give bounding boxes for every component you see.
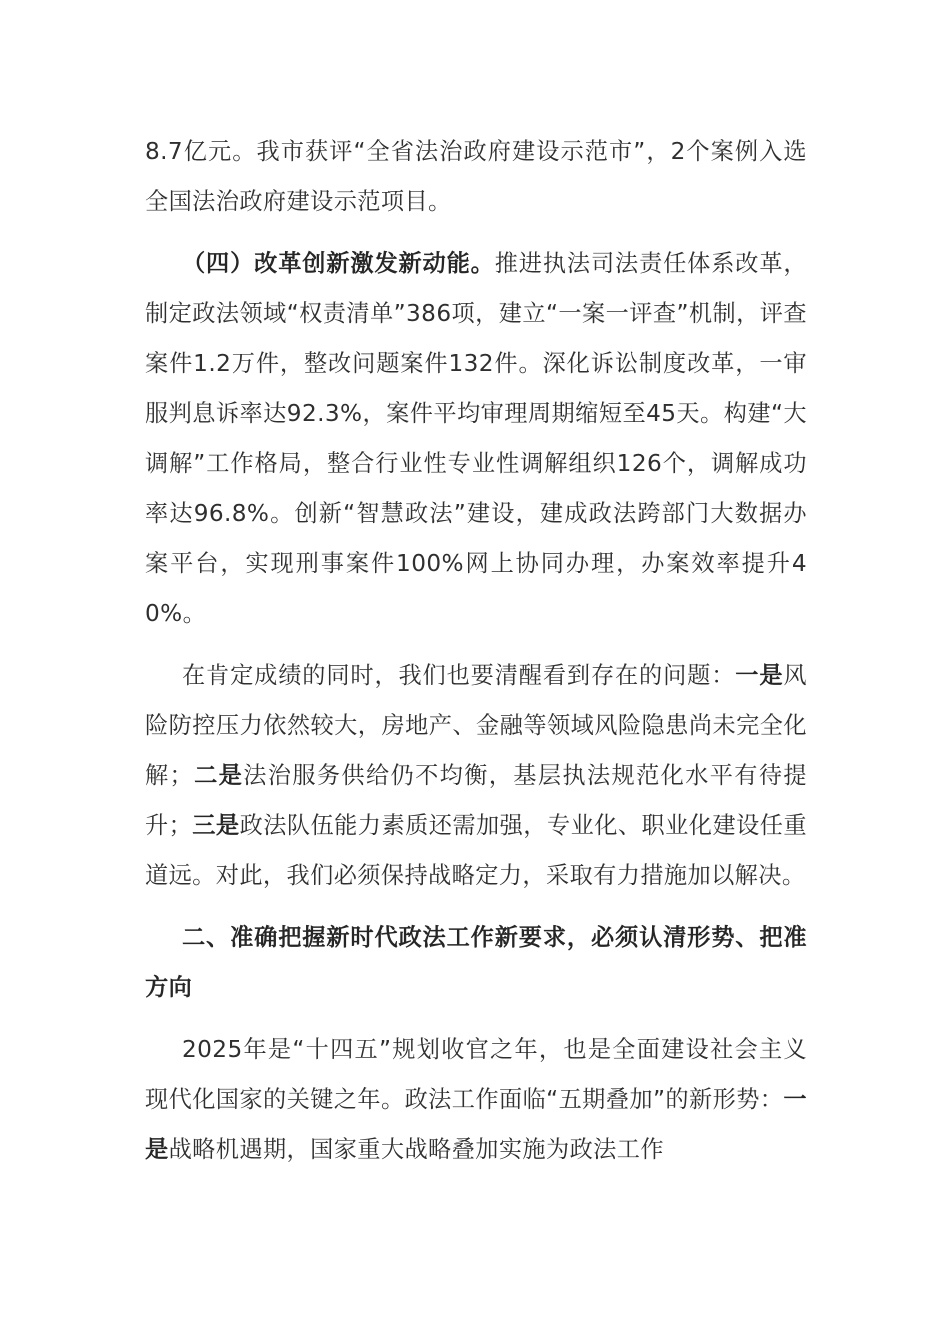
situation-1-label: 一是 [145,1086,807,1163]
section-four-lead: （四）改革创新激发新动能。 [182,250,495,277]
paragraph-2-text: 推进执法司法责任体系改革，制定政法领域“权责清单”386项，建立“一案一评查”机制，评查案件1.2万件，整改问题案件132件。深化诉讼制度改革，一审服判息诉率达92.3%，案件平均审理周期缩短至45天。构建“大调解”工作格局，整合行业性专业性调解组织126个，调解成功率达96.8%。创新“智慧政法”建设，建成政法跨部门大数据办案平台，实现刑事案件100%网上协同办理，办案效率提升40%。 [145,250,807,627]
problem-3-label: 三是 [192,812,240,839]
problem-1-label: 一是 [735,662,784,689]
paragraph-1-text: 8.7亿元。我市获评“全省法治政府建设示范市”，2个案例入选全国法治政府建设示范项目。 [145,138,807,215]
paragraph-4 [145,1025,807,1175]
paragraph-2 [145,239,807,639]
paragraph-1 [145,127,807,227]
problem-2-text: 法治服务供给仍不均衡，基层执法规范化水平有待提升； [145,762,807,839]
problem-1-text: 风险防控压力依然较大，房地产、金融等领域风险隐患尚未完全化解； [145,662,807,789]
section-two-heading-text: 二、准确把握新时代政法工作新要求，必须认清形势、把准方向 [145,924,807,1001]
situation-1-text: 战略机遇期，国家重大战略叠加实施为政法工作 [168,1136,664,1163]
document-page [145,127,807,1175]
section-two-heading [145,913,807,1013]
paragraph-3 [145,651,807,901]
paragraph-4-intro: 2025年是“十四五”规划收官之年，也是全面建设社会主义现代化国家的关键之年。政法工作面临“五期叠加”的新形势： [145,1036,807,1113]
problem-3-text: 政法队伍能力素质还需加强，专业化、职业化建设任重道远。对此，我们必须保持战略定力，采取有力措施加以解决。 [145,812,807,889]
problem-2-label: 二是 [193,762,244,789]
paragraph-3-intro: 在肯定成绩的同时，我们也要清醒看到存在的问题： [182,662,736,689]
